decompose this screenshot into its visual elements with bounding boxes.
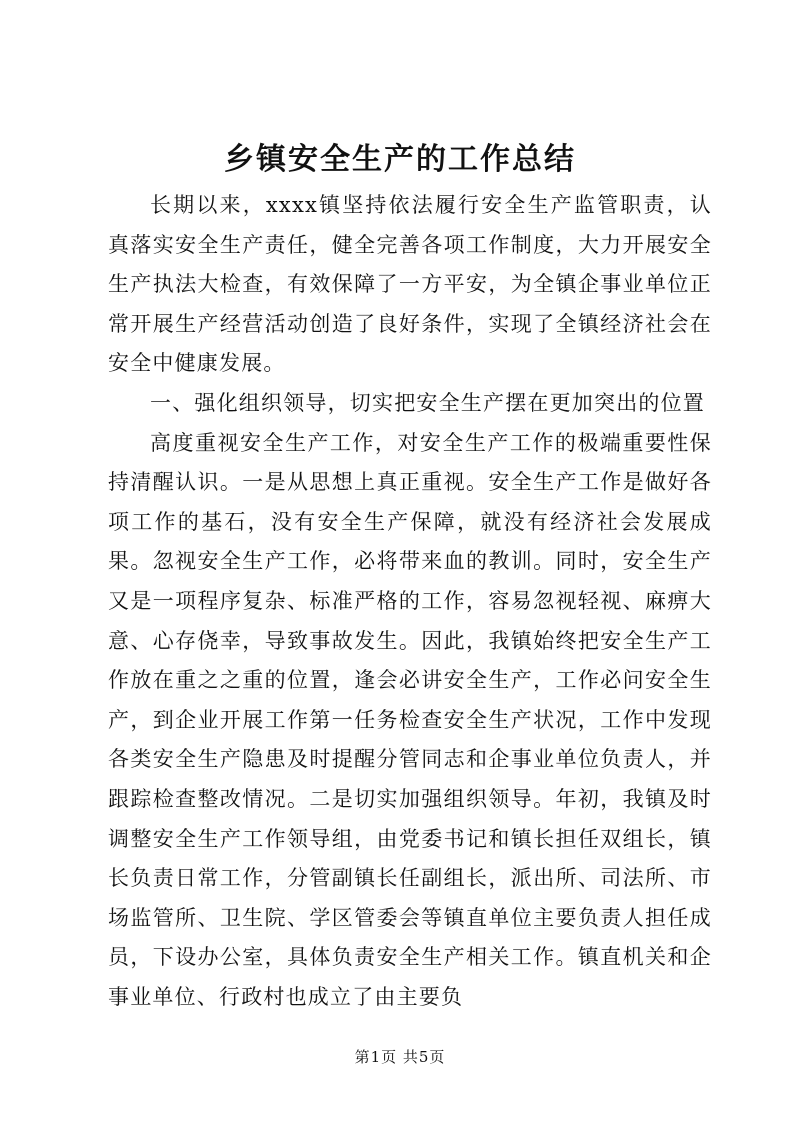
paragraph-intro: 长期以来，xxxx镇坚持依法履行安全生产监管职责，认真落实安全生产责任，健全完善各项工作制度，大力开展安全生产执法大检查，有效保障了一方平安，为全镇企事业单位正常开展生产经营活动创造了良好条件，实现了全镇经济社会在安全中健康发展。 <box>108 193 712 376</box>
document-title: 乡镇安全生产的工作总结 <box>224 142 576 177</box>
paragraph-section-1: 高度重视安全生产工作，对安全生产工作的极端重要性保持清醒认识。一是从思想上真正重视。安全生产工作是做好各项工作的基石，没有安全生产保障，就没有经济社会发展成果。忽视安全生产工作，必将带来血的教训。同时，安全生产又是一项程序复杂、标准严格的工作，容易忽视轻视、麻痹大意、心存侥幸，导致事故发生。因此，我镇始终把安全生产工作放在重之之重的位置，逢会必讲安全生产，工作必问安全生产，到企业开展工作第一任务检查安全生产状况，工作中发现各类安全生产隐患及时提醒分管同志和企事业单位负责人，并跟踪检查整改情况。二是切实加强组织领导。年初，我镇及时调整安全生产工作领导组，由党委书记和镇长担任双组长，镇长负责日常工作，分管副镇长任副组长，派出所、司法所、市场监管所、卫生院、学区管委会等镇直单位主要负责人担任成员，下设办公室，具体负责安全生产相关工作。镇直机关和企事业单位、行政村也成立了由主要负 <box>108 430 712 1009</box>
document-body <box>108 186 712 1017</box>
page-footer: 第1页 共5页 <box>354 1048 446 1066</box>
section-heading-1: 一、强化组织领导，切实把安全生产摆在更加突出的位置 <box>150 390 705 415</box>
